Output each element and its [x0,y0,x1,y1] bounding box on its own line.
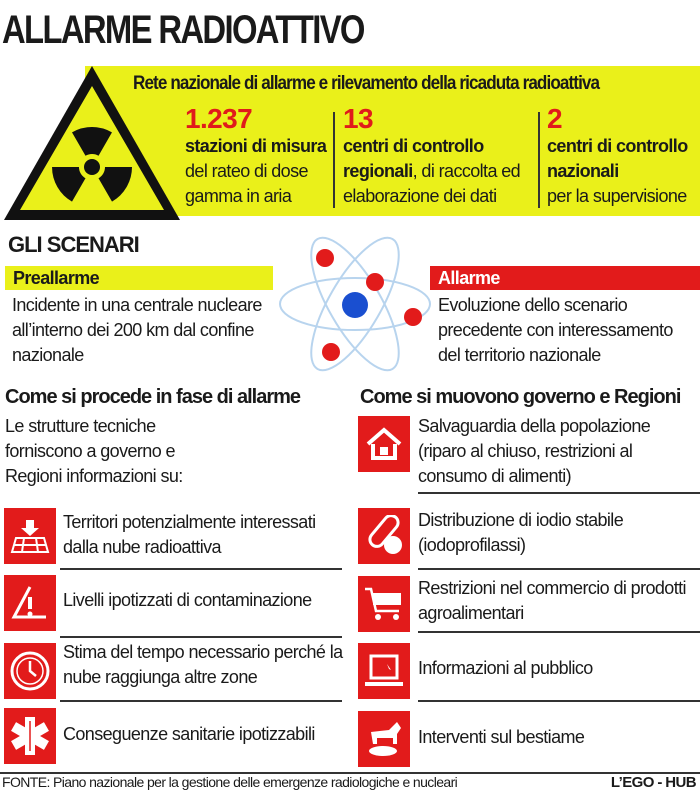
stat-stations [185,104,330,209]
right-item-text: Interventi sul bestiame [418,727,585,747]
page-title: ALLARME RADIOATTIVO [2,8,364,52]
stat-bold: stazioni di misura [185,136,327,156]
banner-title: Rete nazionale di allarme e rilevamento della ricaduta radioattiva [133,73,600,94]
house-icon [358,416,410,472]
divider [333,112,335,208]
left-item-text: Territori potenzialmente interessati dalla nube radioattiva [63,512,316,557]
left-item-text: Conseguenze sanitarie ipotizzabili [63,724,315,744]
stat-rest: per la supervisione [547,186,687,206]
source-text: FONTE: Piano nazionale per la gestione delle emergenze radiologiche e nucleari [2,774,458,790]
divider [418,700,700,702]
pill-icon [358,508,410,564]
scenarios-title: GLI SCENARI [8,232,139,257]
stat-national [547,104,697,209]
allarme-label: Allarme [430,266,700,290]
preallarme-text: Incidente in una centrale nucleare all’interno dei 200 km dal confine nazionale [12,295,262,365]
stat-regional [343,104,538,209]
livestock-icon [358,711,410,767]
laptop-icon [358,643,410,699]
right-item-text: Salvaguardia della popolazione (riparo al chiuso, restrizioni al consumo di alimenti) [418,416,651,486]
stat-bold: centri di controllo regionali [343,136,484,181]
clock-icon [4,643,56,699]
left-item-text: Livelli ipotizzati di contaminazione [63,590,312,610]
stat-number: 1.237 [185,103,253,134]
left-intro: Le strutture tecniche forniscono a governo e Regioni informazioni su: [5,416,183,486]
preallarme-label: Preallarme [5,266,273,290]
stat-rest: , di raccolta ed elaborazione dei dati [343,161,521,206]
map-grid-icon [4,508,56,564]
cart-icon [358,576,410,632]
stat-bold: centri di controllo nazionali [547,136,688,181]
divider [538,112,540,208]
divider [60,568,342,570]
atom-icon [275,228,435,378]
right-item-text: Informazioni al pubblico [418,658,593,678]
stat-rest: del rateo di dose gamma in aria [185,161,308,206]
right-section-title: Come si muovono governo e Regioni [360,386,681,408]
divider [60,636,342,638]
divider [418,631,700,633]
left-section-title: Come si procede in fase di allarme [5,386,301,408]
medical-star-icon [4,708,56,764]
divider [418,492,700,494]
divider [60,700,342,702]
left-item-text: Stima del tempo necessario perché la nube raggiunga altre zone [63,642,343,687]
right-item-text: Restrizioni nel commercio di prodotti agroalimentari [418,578,686,623]
divider [418,568,700,570]
brand-logo: L’EGO - HUB [610,774,696,791]
stat-number: 13 [343,103,373,134]
allarme-text: Evoluzione dello scenario precedente con interessamento del territorio nazionale [438,295,673,365]
right-item-text: Distribuzione di iodio stabile (iodoprofilassi) [418,510,624,555]
warning-icon [4,575,56,631]
stat-number: 2 [547,103,562,134]
